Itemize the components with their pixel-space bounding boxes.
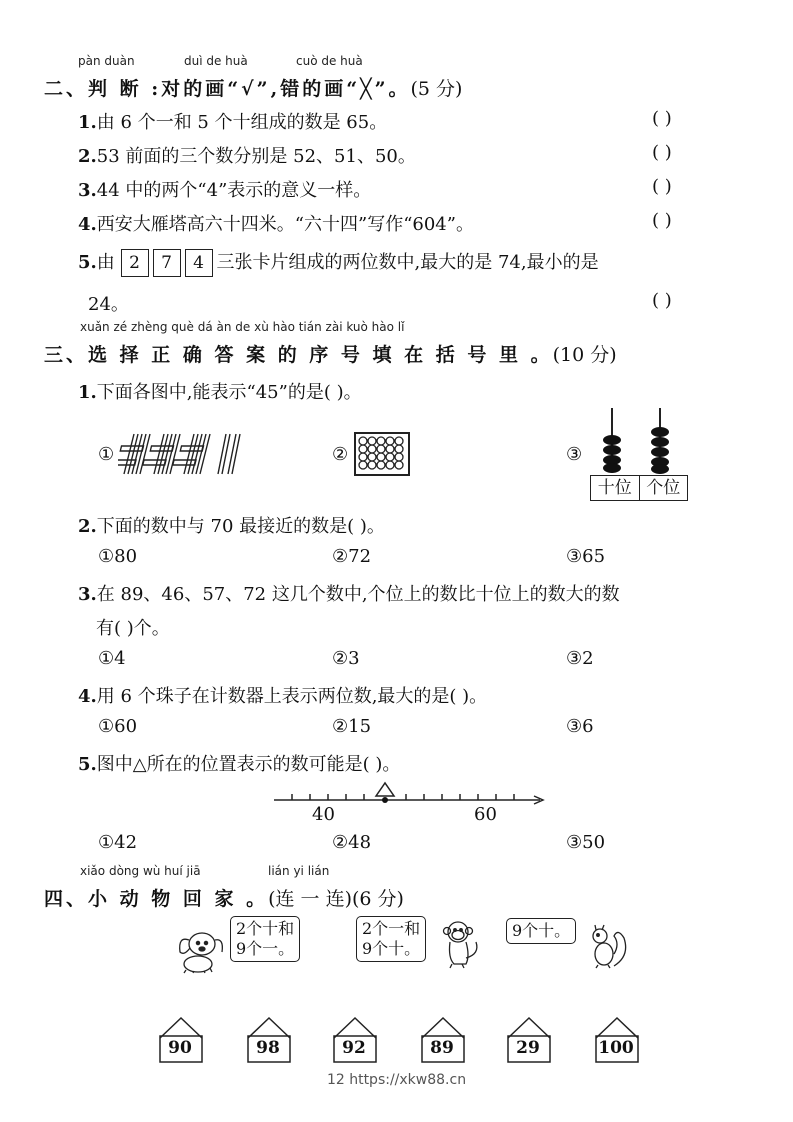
- question-text: 53 前面的三个数分别是 52、51、50。: [96, 146, 416, 167]
- section-4-title: [44, 884, 404, 911]
- question-text: 三张卡片组成的两位数中,最大的是 74,最小的是: [216, 252, 599, 273]
- section-3-score: (10 分): [552, 344, 617, 366]
- question-number: 2.: [78, 146, 97, 167]
- question-number: 4.: [78, 686, 97, 707]
- digit-card: 7: [153, 249, 181, 277]
- s2-question-2: [78, 142, 416, 168]
- monkey-icon: [440, 918, 484, 970]
- axis-label-40: 40: [312, 804, 335, 825]
- s3-question-4: [78, 682, 487, 708]
- digit-card: 2: [121, 249, 149, 277]
- bubble-line: 9个十。: [512, 921, 571, 940]
- option-c[interactable]: ③65: [566, 546, 606, 567]
- option-c[interactable]: ③50: [566, 832, 606, 853]
- question-number: 3.: [78, 180, 97, 201]
- house[interactable]: [156, 1016, 206, 1064]
- option-a[interactable]: ①42: [98, 832, 138, 853]
- option-a[interactable]: ①4: [98, 648, 126, 669]
- squirrel-icon: [584, 922, 630, 970]
- pinyin-xiaodongwuhuijia: xiǎo dòng wù huí jiā: [80, 864, 201, 878]
- s2-question-3: [78, 176, 371, 202]
- question-text: 下面的数中与 70 最接近的数是( )。: [96, 516, 385, 537]
- question-text: 用 6 个珠子在计数器上表示两位数,最大的是( )。: [96, 686, 488, 707]
- option-a[interactable]: ①60: [98, 716, 138, 737]
- figure-mark-1: ①: [98, 444, 115, 465]
- question-text: 44 中的两个“4”表示的意义一样。: [96, 180, 372, 201]
- number-line: [272, 780, 548, 806]
- pinyin-duidehua: duì de huà: [184, 54, 248, 68]
- section-2-heading: 二、判 断 :对的画“√”,错的画“╳”。: [44, 78, 411, 100]
- s2-question-4: [78, 210, 474, 236]
- option-c[interactable]: ③2: [566, 648, 594, 669]
- pinyin-lianyilian: lián yi lián: [268, 864, 330, 878]
- section-4-heading: 四、小 动 物 回 家 。: [44, 888, 269, 910]
- pinyin-panduan: pàn duàn: [78, 54, 135, 68]
- option-b[interactable]: ②3: [332, 648, 360, 669]
- question-text-pre: 由: [96, 252, 115, 273]
- question-number: 5.: [78, 754, 97, 775]
- triangle-point-dot: [382, 797, 388, 803]
- sticks-bundles-figure: [118, 428, 244, 478]
- option-c[interactable]: ③6: [566, 716, 594, 737]
- s2-question-5: [78, 248, 599, 277]
- option-a[interactable]: ①80: [98, 546, 138, 567]
- house-number: 100: [598, 1038, 634, 1058]
- answer-paren[interactable]: ( ): [652, 176, 672, 197]
- circle-grid-figure: [354, 432, 410, 476]
- house-number: 89: [430, 1038, 454, 1058]
- s3-question-3: [78, 580, 620, 606]
- tens-label: 十位: [591, 476, 640, 500]
- figure-mark-2: ②: [332, 444, 349, 465]
- page-footer: 12 https://xkw88.cn: [326, 1072, 467, 1088]
- section-3-title: [44, 340, 617, 367]
- house-number: 92: [342, 1038, 366, 1058]
- abacus-figure: [590, 406, 690, 478]
- answer-paren[interactable]: ( ): [652, 210, 672, 231]
- s3-question-3-cont: 有( )个。: [96, 618, 170, 639]
- house-number: 29: [516, 1038, 540, 1058]
- digit-card: 4: [185, 249, 213, 277]
- axis-label-60: 60: [474, 804, 497, 825]
- s3-question-1: [78, 378, 362, 404]
- question-number: 1.: [78, 382, 97, 403]
- house-number: 90: [168, 1038, 192, 1058]
- section-2-title: [44, 74, 462, 101]
- answer-paren[interactable]: ( ): [652, 142, 672, 163]
- question-number: 2.: [78, 516, 97, 537]
- question-number: 3.: [78, 584, 97, 605]
- pinyin-cuodehua: cuò de huà: [296, 54, 363, 68]
- question-text: 在 89、46、57、72 这几个数中,个位上的数比十位上的数大的数: [96, 584, 620, 605]
- question-text: 由 6 个一和 5 个十组成的数是 65。: [96, 112, 388, 133]
- house[interactable]: [330, 1016, 380, 1064]
- figure-mark-3: ③: [566, 444, 583, 465]
- house-number: 98: [256, 1038, 280, 1058]
- speech-bubble-puppy: [230, 916, 300, 962]
- house[interactable]: [244, 1016, 294, 1064]
- speech-bubble-squirrel: [506, 918, 576, 944]
- option-b[interactable]: ②15: [332, 716, 372, 737]
- bubble-line: 2个一和: [362, 919, 421, 938]
- s3-question-2: [78, 512, 385, 538]
- section-2-score: (5 分): [410, 78, 463, 100]
- answer-paren[interactable]: ( ): [652, 108, 672, 129]
- question-number: 1.: [78, 112, 97, 133]
- ones-label: 个位: [646, 478, 681, 498]
- s2-question-5-cont: 24。: [88, 294, 129, 315]
- speech-bubble-monkey: [356, 916, 426, 962]
- question-text: 图中△所在的位置表示的数可能是( )。: [96, 754, 401, 775]
- triangle-marker: [376, 783, 394, 796]
- section-3-heading: 三、选 择 正 确 答 案 的 序 号 填 在 括 号 里 。: [44, 344, 553, 366]
- option-b[interactable]: ②48: [332, 832, 372, 853]
- house[interactable]: [504, 1016, 554, 1064]
- pinyin-section-3: xuǎn zé zhèng què dá àn de xù hào tián zài kuò hào lǐ: [80, 320, 405, 334]
- question-text: 西安大雁塔高六十四米。“六十四”写作“604”。: [96, 214, 474, 235]
- section-4-sub: (连 一 连)(6 分): [268, 888, 404, 910]
- house[interactable]: [418, 1016, 468, 1064]
- question-number: 4.: [78, 214, 97, 235]
- s3-question-5: [78, 750, 400, 776]
- abacus-label-box: [590, 475, 688, 501]
- bubble-line: 9个一。: [236, 939, 295, 958]
- house[interactable]: [592, 1016, 642, 1064]
- stick-bundle: [118, 434, 150, 474]
- option-b[interactable]: ②72: [332, 546, 372, 567]
- puppy-icon: [172, 926, 228, 974]
- question-number: 5.: [78, 252, 97, 273]
- question-text: 下面各图中,能表示“45”的是( )。: [96, 382, 362, 403]
- bubble-line: 9个十。: [362, 939, 421, 958]
- bubble-line: 2个十和: [236, 919, 295, 938]
- s2-question-1: [78, 108, 387, 134]
- answer-paren[interactable]: ( ): [652, 290, 672, 311]
